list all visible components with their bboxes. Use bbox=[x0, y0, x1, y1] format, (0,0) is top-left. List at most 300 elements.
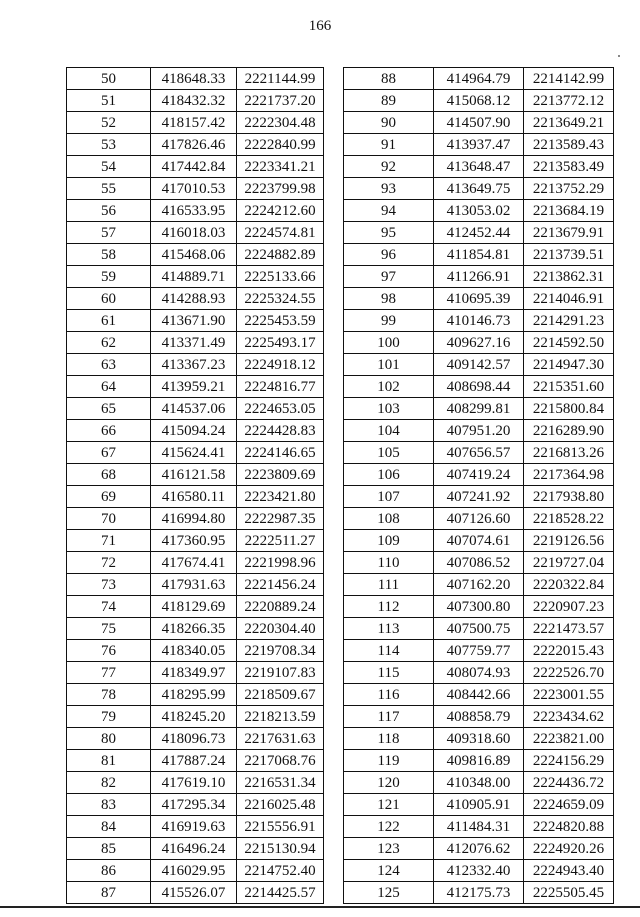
x-coordinate-cell: 411266.91 bbox=[434, 266, 524, 288]
y-coordinate-cell: 2221737.20 bbox=[237, 90, 324, 112]
coordinate-table-right bbox=[343, 67, 614, 904]
point-number-cell: 116 bbox=[344, 684, 434, 706]
x-coordinate-cell: 407126.60 bbox=[434, 508, 524, 530]
y-coordinate-cell: 2222511.27 bbox=[237, 530, 324, 552]
y-coordinate-cell: 2225493.17 bbox=[237, 332, 324, 354]
x-coordinate-cell: 413648.47 bbox=[434, 156, 524, 178]
point-number-cell: 99 bbox=[344, 310, 434, 332]
x-coordinate-cell: 417010.53 bbox=[151, 178, 237, 200]
point-number-cell: 104 bbox=[344, 420, 434, 442]
x-coordinate-cell: 417442.84 bbox=[151, 156, 237, 178]
table-row bbox=[344, 618, 614, 640]
table-row bbox=[67, 508, 324, 530]
table-row bbox=[67, 816, 324, 838]
x-coordinate-cell: 417295.34 bbox=[151, 794, 237, 816]
point-number-cell: 90 bbox=[344, 112, 434, 134]
y-coordinate-cell: 2219708.34 bbox=[237, 640, 324, 662]
y-coordinate-cell: 2224820.88 bbox=[524, 816, 614, 838]
table-row bbox=[67, 178, 324, 200]
y-coordinate-cell: 2224920.26 bbox=[524, 838, 614, 860]
x-coordinate-cell: 409627.16 bbox=[434, 332, 524, 354]
point-number-cell: 57 bbox=[67, 222, 151, 244]
x-coordinate-cell: 418245.20 bbox=[151, 706, 237, 728]
x-coordinate-cell: 413053.02 bbox=[434, 200, 524, 222]
x-coordinate-cell: 415624.41 bbox=[151, 442, 237, 464]
x-coordinate-cell: 407759.77 bbox=[434, 640, 524, 662]
point-number-cell: 70 bbox=[67, 508, 151, 530]
point-number-cell: 72 bbox=[67, 552, 151, 574]
table-row bbox=[344, 420, 614, 442]
table-row bbox=[67, 112, 324, 134]
x-coordinate-cell: 408698.44 bbox=[434, 376, 524, 398]
point-number-cell: 82 bbox=[67, 772, 151, 794]
point-number-cell: 113 bbox=[344, 618, 434, 640]
y-coordinate-cell: 2223809.69 bbox=[237, 464, 324, 486]
table-row bbox=[344, 376, 614, 398]
point-number-cell: 78 bbox=[67, 684, 151, 706]
table-row bbox=[344, 266, 614, 288]
page-number: 166 bbox=[308, 18, 332, 34]
point-number-cell: 67 bbox=[67, 442, 151, 464]
point-number-cell: 50 bbox=[67, 68, 151, 90]
x-coordinate-cell: 412076.62 bbox=[434, 838, 524, 860]
x-coordinate-cell: 410146.73 bbox=[434, 310, 524, 332]
point-number-cell: 102 bbox=[344, 376, 434, 398]
y-coordinate-cell: 2221998.96 bbox=[237, 552, 324, 574]
x-coordinate-cell: 408442.66 bbox=[434, 684, 524, 706]
point-number-cell: 52 bbox=[67, 112, 151, 134]
x-coordinate-cell: 412175.73 bbox=[434, 882, 524, 904]
x-coordinate-cell: 414889.71 bbox=[151, 266, 237, 288]
y-coordinate-cell: 2214291.23 bbox=[524, 310, 614, 332]
x-coordinate-cell: 416580.11 bbox=[151, 486, 237, 508]
table-row bbox=[67, 838, 324, 860]
point-number-cell: 76 bbox=[67, 640, 151, 662]
point-number-cell: 71 bbox=[67, 530, 151, 552]
table-row bbox=[344, 68, 614, 90]
y-coordinate-cell: 2225505.45 bbox=[524, 882, 614, 904]
table-row bbox=[344, 178, 614, 200]
point-number-cell: 100 bbox=[344, 332, 434, 354]
point-number-cell: 63 bbox=[67, 354, 151, 376]
table-row bbox=[67, 772, 324, 794]
x-coordinate-cell: 410905.91 bbox=[434, 794, 524, 816]
y-coordinate-cell: 2213772.12 bbox=[524, 90, 614, 112]
y-coordinate-cell: 2214752.40 bbox=[237, 860, 324, 882]
table-row bbox=[67, 728, 324, 750]
point-number-cell: 103 bbox=[344, 398, 434, 420]
y-coordinate-cell: 2217068.76 bbox=[237, 750, 324, 772]
x-coordinate-cell: 418157.42 bbox=[151, 112, 237, 134]
point-number-cell: 94 bbox=[344, 200, 434, 222]
table-row bbox=[344, 156, 614, 178]
x-coordinate-cell: 407086.52 bbox=[434, 552, 524, 574]
y-coordinate-cell: 2216531.34 bbox=[237, 772, 324, 794]
table-row bbox=[344, 530, 614, 552]
x-coordinate-cell: 416121.58 bbox=[151, 464, 237, 486]
table-row bbox=[67, 134, 324, 156]
coordinate-table-left bbox=[66, 67, 324, 904]
point-number-cell: 77 bbox=[67, 662, 151, 684]
y-coordinate-cell: 2221456.24 bbox=[237, 574, 324, 596]
y-coordinate-cell: 2222987.35 bbox=[237, 508, 324, 530]
y-coordinate-cell: 2219126.56 bbox=[524, 530, 614, 552]
y-coordinate-cell: 2223001.55 bbox=[524, 684, 614, 706]
table-row bbox=[344, 772, 614, 794]
x-coordinate-cell: 418295.99 bbox=[151, 684, 237, 706]
x-coordinate-cell: 413671.90 bbox=[151, 310, 237, 332]
y-coordinate-cell: 2223799.98 bbox=[237, 178, 324, 200]
table-row bbox=[67, 420, 324, 442]
y-coordinate-cell: 2217631.63 bbox=[237, 728, 324, 750]
x-coordinate-cell: 418648.33 bbox=[151, 68, 237, 90]
y-coordinate-cell: 2225133.66 bbox=[237, 266, 324, 288]
y-coordinate-cell: 2222840.99 bbox=[237, 134, 324, 156]
x-coordinate-cell: 416919.63 bbox=[151, 816, 237, 838]
x-coordinate-cell: 412452.44 bbox=[434, 222, 524, 244]
y-coordinate-cell: 2224574.81 bbox=[237, 222, 324, 244]
table-row bbox=[344, 112, 614, 134]
x-coordinate-cell: 411854.81 bbox=[434, 244, 524, 266]
table-row bbox=[67, 288, 324, 310]
x-coordinate-cell: 414507.90 bbox=[434, 112, 524, 134]
point-number-cell: 85 bbox=[67, 838, 151, 860]
x-coordinate-cell: 418349.97 bbox=[151, 662, 237, 684]
y-coordinate-cell: 2214046.91 bbox=[524, 288, 614, 310]
y-coordinate-cell: 2222015.43 bbox=[524, 640, 614, 662]
table-row bbox=[67, 750, 324, 772]
x-coordinate-cell: 416029.95 bbox=[151, 860, 237, 882]
y-coordinate-cell: 2218528.22 bbox=[524, 508, 614, 530]
y-coordinate-cell: 2224816.77 bbox=[237, 376, 324, 398]
x-coordinate-cell: 413371.49 bbox=[151, 332, 237, 354]
point-number-cell: 83 bbox=[67, 794, 151, 816]
x-coordinate-cell: 418129.69 bbox=[151, 596, 237, 618]
x-coordinate-cell: 418096.73 bbox=[151, 728, 237, 750]
point-number-cell: 89 bbox=[344, 90, 434, 112]
point-number-cell: 64 bbox=[67, 376, 151, 398]
point-number-cell: 51 bbox=[67, 90, 151, 112]
x-coordinate-cell: 407300.80 bbox=[434, 596, 524, 618]
x-coordinate-cell: 411484.31 bbox=[434, 816, 524, 838]
table-row bbox=[67, 222, 324, 244]
y-coordinate-cell: 2224428.83 bbox=[237, 420, 324, 442]
point-number-cell: 60 bbox=[67, 288, 151, 310]
y-coordinate-cell: 2224943.40 bbox=[524, 860, 614, 882]
y-coordinate-cell: 2223821.00 bbox=[524, 728, 614, 750]
x-coordinate-cell: 414964.79 bbox=[434, 68, 524, 90]
x-coordinate-cell: 415526.07 bbox=[151, 882, 237, 904]
point-number-cell: 118 bbox=[344, 728, 434, 750]
x-coordinate-cell: 408858.79 bbox=[434, 706, 524, 728]
table-row bbox=[344, 222, 614, 244]
y-coordinate-cell: 2224918.12 bbox=[237, 354, 324, 376]
table-row bbox=[344, 816, 614, 838]
x-coordinate-cell: 417931.63 bbox=[151, 574, 237, 596]
y-coordinate-cell: 2214592.50 bbox=[524, 332, 614, 354]
y-coordinate-cell: 2224146.65 bbox=[237, 442, 324, 464]
x-coordinate-cell: 408299.81 bbox=[434, 398, 524, 420]
x-coordinate-cell: 416533.95 bbox=[151, 200, 237, 222]
table-row bbox=[344, 684, 614, 706]
y-coordinate-cell: 2220304.40 bbox=[237, 618, 324, 640]
table-row bbox=[344, 464, 614, 486]
point-number-cell: 124 bbox=[344, 860, 434, 882]
y-coordinate-cell: 2216025.48 bbox=[237, 794, 324, 816]
y-coordinate-cell: 2221144.99 bbox=[237, 68, 324, 90]
table-row bbox=[344, 310, 614, 332]
x-coordinate-cell: 417826.46 bbox=[151, 134, 237, 156]
point-number-cell: 54 bbox=[67, 156, 151, 178]
table-row bbox=[344, 794, 614, 816]
y-coordinate-cell: 2225453.59 bbox=[237, 310, 324, 332]
y-coordinate-cell: 2218213.59 bbox=[237, 706, 324, 728]
point-number-cell: 75 bbox=[67, 618, 151, 640]
x-coordinate-cell: 407500.75 bbox=[434, 618, 524, 640]
point-number-cell: 109 bbox=[344, 530, 434, 552]
x-coordinate-cell: 416496.24 bbox=[151, 838, 237, 860]
point-number-cell: 79 bbox=[67, 706, 151, 728]
y-coordinate-cell: 2213752.29 bbox=[524, 178, 614, 200]
y-coordinate-cell: 2224653.05 bbox=[237, 398, 324, 420]
table-row bbox=[67, 618, 324, 640]
x-coordinate-cell: 407074.61 bbox=[434, 530, 524, 552]
point-number-cell: 68 bbox=[67, 464, 151, 486]
y-coordinate-cell: 2218509.67 bbox=[237, 684, 324, 706]
y-coordinate-cell: 2219107.83 bbox=[237, 662, 324, 684]
table-row bbox=[344, 750, 614, 772]
point-number-cell: 117 bbox=[344, 706, 434, 728]
y-coordinate-cell: 2215556.91 bbox=[237, 816, 324, 838]
table-row bbox=[67, 398, 324, 420]
y-coordinate-cell: 2223434.62 bbox=[524, 706, 614, 728]
table-row bbox=[67, 684, 324, 706]
y-coordinate-cell: 2217364.98 bbox=[524, 464, 614, 486]
table-row bbox=[67, 530, 324, 552]
x-coordinate-cell: 416994.80 bbox=[151, 508, 237, 530]
x-coordinate-cell: 413649.75 bbox=[434, 178, 524, 200]
y-coordinate-cell: 2217938.80 bbox=[524, 486, 614, 508]
table-row bbox=[67, 860, 324, 882]
x-coordinate-cell: 417619.10 bbox=[151, 772, 237, 794]
point-number-cell: 123 bbox=[344, 838, 434, 860]
point-number-cell: 101 bbox=[344, 354, 434, 376]
point-number-cell: 106 bbox=[344, 464, 434, 486]
y-coordinate-cell: 2221473.57 bbox=[524, 618, 614, 640]
point-number-cell: 69 bbox=[67, 486, 151, 508]
x-coordinate-cell: 407241.92 bbox=[434, 486, 524, 508]
x-coordinate-cell: 407656.57 bbox=[434, 442, 524, 464]
table-row bbox=[344, 706, 614, 728]
point-number-cell: 96 bbox=[344, 244, 434, 266]
table-row bbox=[344, 882, 614, 904]
y-coordinate-cell: 2214142.99 bbox=[524, 68, 614, 90]
table-row bbox=[67, 266, 324, 288]
x-coordinate-cell: 407951.20 bbox=[434, 420, 524, 442]
table-row bbox=[67, 354, 324, 376]
table-row bbox=[67, 640, 324, 662]
table-row bbox=[67, 332, 324, 354]
x-coordinate-cell: 414288.93 bbox=[151, 288, 237, 310]
table-row bbox=[344, 200, 614, 222]
y-coordinate-cell: 2224882.89 bbox=[237, 244, 324, 266]
table-row bbox=[67, 376, 324, 398]
y-coordinate-cell: 2224436.72 bbox=[524, 772, 614, 794]
table-row bbox=[67, 442, 324, 464]
y-coordinate-cell: 2213679.91 bbox=[524, 222, 614, 244]
y-coordinate-cell: 2215130.94 bbox=[237, 838, 324, 860]
x-coordinate-cell: 415468.06 bbox=[151, 244, 237, 266]
point-number-cell: 97 bbox=[344, 266, 434, 288]
y-coordinate-cell: 2224156.29 bbox=[524, 750, 614, 772]
y-coordinate-cell: 2220889.24 bbox=[237, 596, 324, 618]
table-row bbox=[67, 200, 324, 222]
point-number-cell: 98 bbox=[344, 288, 434, 310]
table-row bbox=[344, 728, 614, 750]
table-row bbox=[344, 596, 614, 618]
x-coordinate-cell: 413937.47 bbox=[434, 134, 524, 156]
table-row bbox=[67, 552, 324, 574]
table-row bbox=[344, 508, 614, 530]
y-coordinate-cell: 2213589.43 bbox=[524, 134, 614, 156]
table-row bbox=[344, 552, 614, 574]
y-coordinate-cell: 2224659.09 bbox=[524, 794, 614, 816]
point-number-cell: 91 bbox=[344, 134, 434, 156]
point-number-cell: 125 bbox=[344, 882, 434, 904]
x-coordinate-cell: 414537.06 bbox=[151, 398, 237, 420]
x-coordinate-cell: 413367.23 bbox=[151, 354, 237, 376]
y-coordinate-cell: 2220322.84 bbox=[524, 574, 614, 596]
point-number-cell: 81 bbox=[67, 750, 151, 772]
table-row bbox=[67, 882, 324, 904]
y-coordinate-cell: 2213739.51 bbox=[524, 244, 614, 266]
x-coordinate-cell: 407162.20 bbox=[434, 574, 524, 596]
y-coordinate-cell: 2214947.30 bbox=[524, 354, 614, 376]
x-coordinate-cell: 409142.57 bbox=[434, 354, 524, 376]
point-number-cell: 62 bbox=[67, 332, 151, 354]
x-coordinate-cell: 416018.03 bbox=[151, 222, 237, 244]
point-number-cell: 93 bbox=[344, 178, 434, 200]
point-number-cell: 92 bbox=[344, 156, 434, 178]
x-coordinate-cell: 407419.24 bbox=[434, 464, 524, 486]
point-number-cell: 87 bbox=[67, 882, 151, 904]
point-number-cell: 114 bbox=[344, 640, 434, 662]
y-coordinate-cell: 2215800.84 bbox=[524, 398, 614, 420]
table-row bbox=[344, 90, 614, 112]
point-number-cell: 84 bbox=[67, 816, 151, 838]
table-row bbox=[344, 244, 614, 266]
table-row bbox=[344, 332, 614, 354]
point-number-cell: 65 bbox=[67, 398, 151, 420]
table-row bbox=[67, 596, 324, 618]
x-coordinate-cell: 417887.24 bbox=[151, 750, 237, 772]
point-number-cell: 80 bbox=[67, 728, 151, 750]
x-coordinate-cell: 410695.39 bbox=[434, 288, 524, 310]
point-number-cell: 115 bbox=[344, 662, 434, 684]
x-coordinate-cell: 412332.40 bbox=[434, 860, 524, 882]
table-row bbox=[67, 90, 324, 112]
y-coordinate-cell: 2219727.04 bbox=[524, 552, 614, 574]
x-coordinate-cell: 418432.32 bbox=[151, 90, 237, 112]
x-coordinate-cell: 409318.60 bbox=[434, 728, 524, 750]
y-coordinate-cell: 2216289.90 bbox=[524, 420, 614, 442]
table-row bbox=[344, 288, 614, 310]
y-coordinate-cell: 2216813.26 bbox=[524, 442, 614, 464]
y-coordinate-cell: 2214425.57 bbox=[237, 882, 324, 904]
y-coordinate-cell: 2213862.31 bbox=[524, 266, 614, 288]
table-row bbox=[67, 574, 324, 596]
table-row bbox=[344, 662, 614, 684]
table-row bbox=[67, 486, 324, 508]
point-number-cell: 59 bbox=[67, 266, 151, 288]
point-number-cell: 61 bbox=[67, 310, 151, 332]
table-row bbox=[344, 354, 614, 376]
x-coordinate-cell: 415068.12 bbox=[434, 90, 524, 112]
point-number-cell: 55 bbox=[67, 178, 151, 200]
table-row bbox=[67, 794, 324, 816]
point-number-cell: 122 bbox=[344, 816, 434, 838]
point-number-cell: 74 bbox=[67, 596, 151, 618]
x-coordinate-cell: 408074.93 bbox=[434, 662, 524, 684]
y-coordinate-cell: 2222304.48 bbox=[237, 112, 324, 134]
x-coordinate-cell: 417360.95 bbox=[151, 530, 237, 552]
point-number-cell: 108 bbox=[344, 508, 434, 530]
table-row bbox=[344, 134, 614, 156]
table-row bbox=[67, 310, 324, 332]
y-coordinate-cell: 2224212.60 bbox=[237, 200, 324, 222]
point-number-cell: 121 bbox=[344, 794, 434, 816]
table-row bbox=[344, 640, 614, 662]
point-number-cell: 111 bbox=[344, 574, 434, 596]
x-coordinate-cell: 415094.24 bbox=[151, 420, 237, 442]
point-number-cell: 95 bbox=[344, 222, 434, 244]
x-coordinate-cell: 418266.35 bbox=[151, 618, 237, 640]
x-coordinate-cell: 418340.05 bbox=[151, 640, 237, 662]
point-number-cell: 119 bbox=[344, 750, 434, 772]
table-row bbox=[67, 464, 324, 486]
point-number-cell: 120 bbox=[344, 772, 434, 794]
point-number-cell: 66 bbox=[67, 420, 151, 442]
y-coordinate-cell: 2213583.49 bbox=[524, 156, 614, 178]
point-number-cell: 105 bbox=[344, 442, 434, 464]
y-coordinate-cell: 2223341.21 bbox=[237, 156, 324, 178]
point-number-cell: 107 bbox=[344, 486, 434, 508]
table-row bbox=[344, 486, 614, 508]
table-row bbox=[67, 156, 324, 178]
point-number-cell: 86 bbox=[67, 860, 151, 882]
scan-bottom-edge bbox=[0, 906, 640, 908]
y-coordinate-cell: 2222526.70 bbox=[524, 662, 614, 684]
point-number-cell: 112 bbox=[344, 596, 434, 618]
table-row bbox=[67, 68, 324, 90]
table-row bbox=[344, 838, 614, 860]
point-number-cell: 58 bbox=[67, 244, 151, 266]
table-row bbox=[67, 244, 324, 266]
y-coordinate-cell: 2220907.23 bbox=[524, 596, 614, 618]
y-coordinate-cell: 2215351.60 bbox=[524, 376, 614, 398]
table-row bbox=[344, 442, 614, 464]
point-number-cell: 73 bbox=[67, 574, 151, 596]
x-coordinate-cell: 413959.21 bbox=[151, 376, 237, 398]
table-row bbox=[344, 398, 614, 420]
scan-speck bbox=[618, 55, 620, 57]
y-coordinate-cell: 2213684.19 bbox=[524, 200, 614, 222]
x-coordinate-cell: 417674.41 bbox=[151, 552, 237, 574]
x-coordinate-cell: 409816.89 bbox=[434, 750, 524, 772]
table-row bbox=[344, 574, 614, 596]
table-row bbox=[344, 860, 614, 882]
x-coordinate-cell: 410348.00 bbox=[434, 772, 524, 794]
